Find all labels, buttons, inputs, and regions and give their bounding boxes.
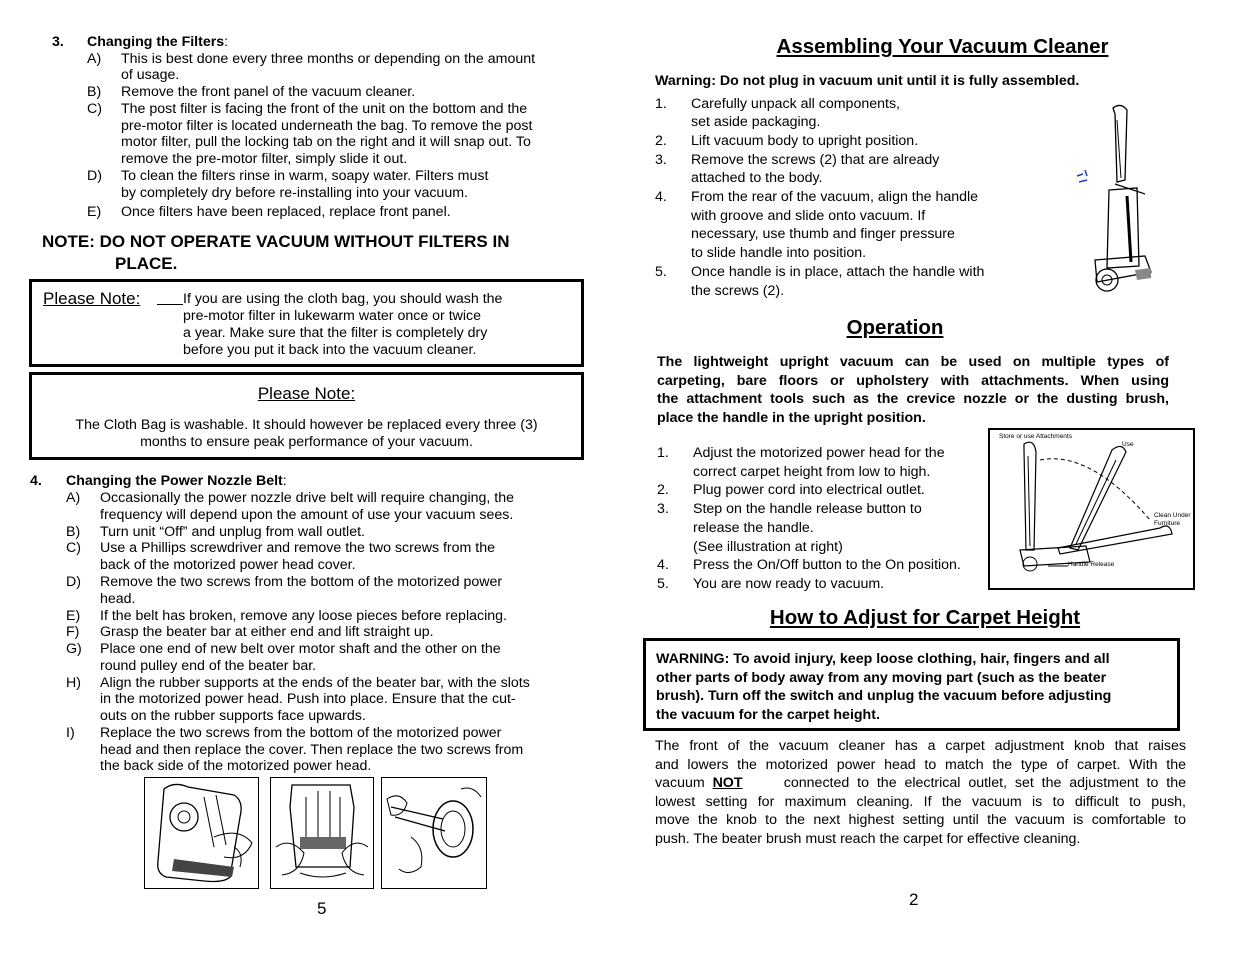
operation-step-2-line1: Plug power cord into electrical outlet. <box>693 482 925 498</box>
filter-note-line2: PLACE. <box>115 254 178 273</box>
please-note-1-line2: pre-motor filter in lukewarm water once or twice <box>183 308 482 324</box>
operation-step-1-line2: correct carpet height from low to high. <box>693 464 931 480</box>
section4-item-i-letter: I) <box>66 725 75 741</box>
section4-item-h-line3: outs on the rubber supports face upwards. <box>100 708 366 724</box>
section4-item-g-letter: G) <box>66 641 82 657</box>
page-number-right: 2 <box>909 890 919 909</box>
carpet-warning-line4: the vacuum for the carpet height. <box>656 706 880 723</box>
section3-item-a-line2: of usage. <box>121 67 180 83</box>
section4-item-c-letter: C) <box>66 540 81 556</box>
section4-item-h-letter: H) <box>66 675 81 691</box>
illustration-label-clean-2: Furniture <box>1154 520 1181 527</box>
section4-title: Changing the Power Nozzle Belt: <box>66 473 287 489</box>
carpet-warning-box <box>643 638 1180 731</box>
illustration-label-release: Handle Release <box>1068 561 1115 568</box>
section4-item-d-line1: Remove the two screws from the bottom of the motorized power <box>100 574 503 590</box>
belt-illustration-2 <box>270 777 374 889</box>
assembly-step-1-line2: set aside packaging. <box>691 114 821 130</box>
operation-step-4-number: 4. <box>657 557 669 573</box>
operation-step-2-number: 2. <box>657 482 669 498</box>
section4-item-f-line1: Grasp the beater bar at either end and lift straight up. <box>100 624 434 640</box>
assembling-warning: Warning: Do not plug in vacuum unit until it is fully assembled. <box>655 73 1080 89</box>
section3-item-a-letter: A) <box>87 51 102 67</box>
section4-item-i-line1: Replace the two screws from the bottom of the motorized power <box>100 725 502 741</box>
assembly-step-3-line2: attached to the body. <box>691 170 823 186</box>
assembly-step-5-line1: Once handle is in place, attach the handle with <box>691 264 985 280</box>
section4-item-f-letter: F) <box>66 624 80 640</box>
assembly-step-4-line1: From the rear of the vacuum, align the handle <box>691 189 979 205</box>
operation-step-3-number: 3. <box>657 501 669 517</box>
section4-item-d-letter: D) <box>66 574 81 590</box>
carpet-body-line6: push. The beater brush must reach the carpet for effective cleaning. <box>655 830 1081 847</box>
section4-item-c-line2: back of the motorized power head cover. <box>100 557 356 573</box>
assembly-step-2-line1: Lift vacuum body to upright position. <box>691 133 919 149</box>
section4-item-a-line1: Occasionally the power nozzle drive belt will require changing, the <box>100 490 515 506</box>
section4-item-h-line1: Align the rubber supports at the ends of the beater bar, with the slots <box>100 675 530 691</box>
section3-item-b-line1: Remove the front panel of the vacuum cleaner. <box>121 84 416 100</box>
section3-item-d-letter: D) <box>87 168 102 184</box>
section3-title: Changing the Filters: <box>87 34 229 50</box>
carpet-body <box>655 737 1186 849</box>
please-note-1-line4: before you put it back into the vacuum cleaner. <box>183 342 477 358</box>
section3-item-c-line2: pre-motor filter is located underneath the bag. To remove the post <box>121 118 533 134</box>
assembly-step-4-line4: to slide handle into position. <box>691 245 867 261</box>
please-note-box-1 <box>29 279 584 367</box>
section4-item-d-line2: head. <box>100 591 136 607</box>
section3-item-a-line1: This is best done every three months or depending on the amount <box>121 51 536 67</box>
carpet-height-title: How to Adjust for Carpet Height <box>769 606 1081 629</box>
operation-illustration <box>988 428 1195 590</box>
operation-intro-line1: The lightweight upright vacuum can be used on multiple types of <box>657 354 1169 370</box>
carpet-warning-text <box>656 650 1111 724</box>
section4-item-b-letter: B) <box>66 524 81 540</box>
please-note-box-2 <box>29 372 584 460</box>
section3-item-c-letter: C) <box>87 101 102 117</box>
carpet-body-line3: vacuum NOT connected to the electrical outlet, set the adjustment to the <box>655 775 1186 792</box>
belt-illustration-3 <box>381 777 487 889</box>
section3-item-d-line2: by completely dry before re-installing into your vacuum. <box>121 185 468 201</box>
filter-note-line1: NOTE: DO NOT OPERATE VACUUM WITHOUT FILTERS IN <box>42 232 510 251</box>
please-note-2-label: Please Note: <box>257 384 356 403</box>
please-note-2-line1: The Cloth Bag is washable. It should however be replaced every three (3) <box>75 417 538 433</box>
please-note-1-line3: a year. Make sure that the filter is completely dry <box>183 325 488 341</box>
section3-item-e-letter: E) <box>87 204 102 220</box>
section4-item-b-line1: Turn unit “Off” and unplug from wall outlet. <box>100 524 365 540</box>
assembly-step-5-number: 5. <box>655 264 667 280</box>
assembling-title: Assembling Your Vacuum Cleaner <box>776 35 1109 58</box>
section3-item-e-line1: Once filters have been replaced, replace front panel. <box>121 204 451 220</box>
carpet-body-line4: lowest setting for maximum cleaning. If the vacuum is to difficult to push, <box>655 793 1186 810</box>
illustration-label-store: Store or use Attachments <box>999 433 1072 440</box>
section4-item-a-line2: frequency will depend upon the amount of use your vacuum sees. <box>100 507 514 523</box>
operation-step-4-line1: Press the On/Off button to the On position. <box>693 557 961 573</box>
operation-step-1-number: 1. <box>657 445 669 461</box>
please-note-1-underline-tail <box>157 304 183 305</box>
assembly-step-3-line1: Remove the screws (2) that are already <box>691 152 940 168</box>
section4-item-h-line2: in the motorized power head. Push into place. Ensure that the cut- <box>100 691 516 707</box>
section3-number: 3. <box>52 34 64 50</box>
please-note-1-label: Please Note: <box>43 289 141 308</box>
operation-step-5-number: 5. <box>657 576 669 592</box>
carpet-body-line5: move the knob to the next highest setting until the vacuum is comfortable to <box>655 812 1186 829</box>
carpet-body-line2: and lowers the motorized power head to match the type of carpet. With the <box>655 756 1186 773</box>
section4-item-i-line3: the back side of the motorized power head. <box>100 758 372 774</box>
section4-item-g-line2: round pulley end of the beater bar. <box>100 658 317 674</box>
belt-illustration-1 <box>144 777 259 889</box>
section4-item-e-line1: If the belt has broken, remove any loose pieces before replacing. <box>100 608 507 624</box>
operation-step-3-line2: release the handle. <box>693 520 814 536</box>
assembly-step-1-number: 1. <box>655 96 667 112</box>
operation-intro <box>657 353 1169 427</box>
section4-item-e-letter: E) <box>66 608 81 624</box>
operation-step-3-line3: (See illustration at right) <box>693 539 843 555</box>
section3-item-d-line1: To clean the filters rinse in warm, soapy water. Filters must <box>121 168 489 184</box>
operation-step-3-line1: Step on the handle release button to <box>693 501 922 517</box>
operation-intro-line3: the attachment tools such as the crevice nozzle or the dusting brush, <box>657 391 1169 408</box>
not-emphasis: NOT <box>712 775 743 792</box>
section3-item-c-line3: motor filter, pull the locking tab on the right and it will snap out. To <box>121 134 531 150</box>
illustration-label-clean: Clean Under <box>1154 512 1191 519</box>
section4-item-a-letter: A) <box>66 490 81 506</box>
section4-item-i-line2: head and then replace the cover. Then replace the two screws from <box>100 742 524 758</box>
section3-item-b-letter: B) <box>87 84 102 100</box>
section4-item-c-line1: Use a Phillips screwdriver and remove the two screws from the <box>100 540 496 556</box>
assembly-step-1-line1: Carefully unpack all components, <box>691 96 900 112</box>
assembly-step-3-number: 3. <box>655 152 667 168</box>
assembly-step-2-number: 2. <box>655 133 667 149</box>
carpet-body-line1: The front of the vacuum cleaner has a carpet adjustment knob that raises <box>655 738 1186 754</box>
section4-item-g-line1: Place one end of new belt over motor shaft and the other on the <box>100 641 501 657</box>
assembly-step-5-line2: the screws (2). <box>691 283 785 299</box>
section4-number: 4. <box>30 473 42 489</box>
assembly-step-4-number: 4. <box>655 189 667 205</box>
section3-item-c-line1: The post filter is facing the front of the unit on the bottom and the <box>121 101 528 117</box>
operation-intro-line4: place the handle in the upright position. <box>657 409 926 426</box>
please-note-2-line2: months to ensure peak performance of your vacuum. <box>140 434 473 450</box>
please-note-1-line1: If you are using the cloth bag, you should wash the <box>183 291 503 307</box>
vacuum-assembly-illustration <box>1065 100 1155 300</box>
assembly-step-4-line2: with groove and slide onto vacuum. If <box>691 208 926 224</box>
carpet-warning-line1: WARNING: To avoid injury, keep loose clothing, hair, fingers and all <box>656 651 1110 667</box>
operation-title: Operation <box>846 316 944 339</box>
operation-intro-line2: carpeting, bare floors or upholstery with attachments. When using <box>657 372 1169 389</box>
illustration-label-use: Use <box>1122 441 1134 448</box>
carpet-warning-line2: other parts of body away from any moving part (such as the beater <box>656 669 1107 686</box>
operation-step-5-line1: You are now ready to vacuum. <box>693 576 885 592</box>
section3-item-c-line4: remove the pre-motor filter, simply slide it out. <box>121 151 408 167</box>
page-number-left: 5 <box>317 899 327 918</box>
carpet-warning-line3: brush). Turn off the switch and unplug the vacuum before adjusting <box>656 688 1112 705</box>
operation-step-1-line1: Adjust the motorized power head for the <box>693 445 945 461</box>
assembly-step-4-line3: necessary, use thumb and finger pressure <box>691 226 955 242</box>
